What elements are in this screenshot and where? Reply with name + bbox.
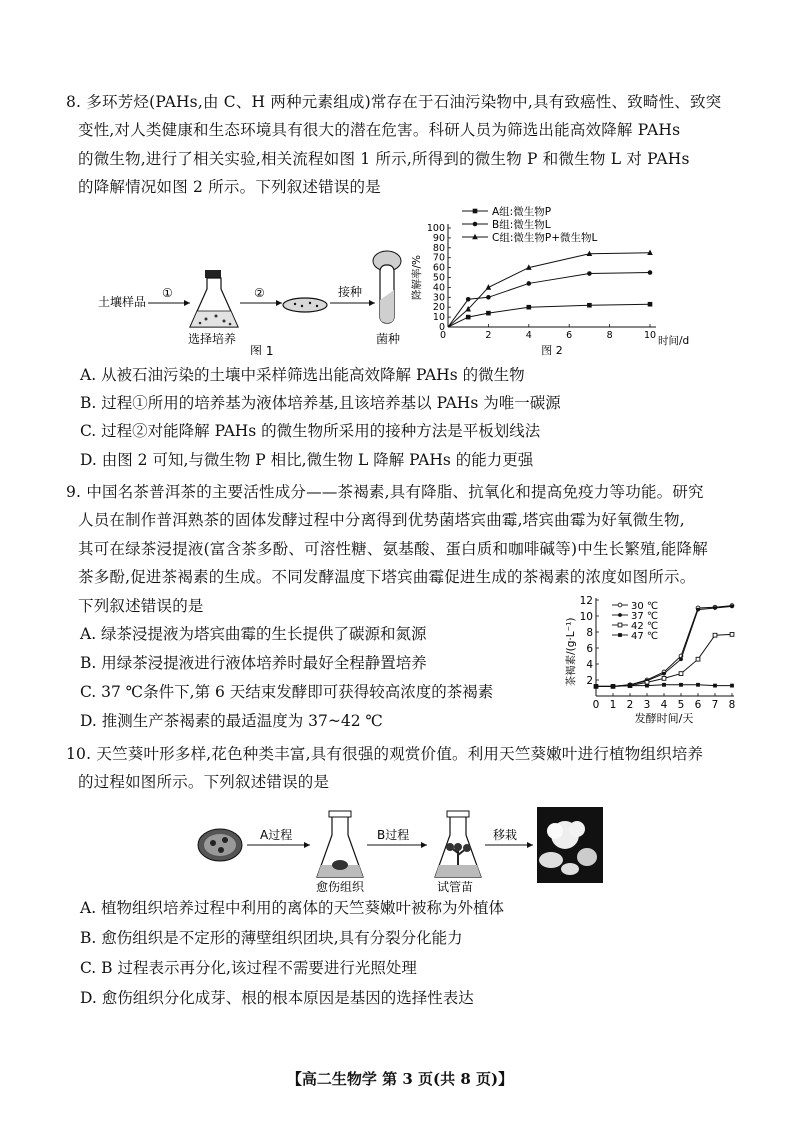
fig1-soil-label: 土壤样品 — [98, 295, 147, 309]
series-line — [448, 273, 650, 327]
chart-caption: 图 2 — [541, 344, 563, 357]
y-tick-label: 4 — [586, 659, 593, 671]
callus-label: 愈伤组织 — [316, 880, 365, 894]
data-point — [618, 633, 622, 637]
x-tick-label: 7 — [711, 699, 719, 711]
data-point — [628, 684, 632, 688]
data-point — [662, 683, 666, 687]
data-point — [466, 297, 471, 302]
data-point — [527, 305, 532, 310]
data-point — [618, 623, 622, 627]
y-tick-label: 100 — [426, 223, 445, 234]
fig1-inoculate-label: 接种 — [338, 285, 363, 299]
y-axis-label: 茶褐素/(g·L⁻¹) — [565, 617, 577, 687]
data-point — [730, 684, 734, 688]
callus-flask-icon — [317, 811, 363, 877]
legend-label: 47 ℃ — [631, 631, 659, 642]
data-point — [618, 603, 622, 607]
q8-line: 的微生物,进行了相关实验,相关流程如图 1 所示,所得到的微生物 P 和微生物 L 对 PAHs — [78, 149, 690, 168]
x-tick-label: 10 — [643, 330, 657, 341]
q8-line: 8. 多环芳烃(PAHs,由 C、H 两种元素组成)常存在于石油污染物中,具有致癌性、致畸性、致突 — [66, 93, 722, 111]
q9-option-c: C. 37 ℃条件下,第 6 天结束发酵即可获得较高浓度的茶褐素 — [80, 683, 494, 701]
tea-brown-chart — [556, 588, 756, 738]
y-tick-label: 20 — [432, 302, 445, 314]
tissue-culture-figure — [195, 805, 615, 895]
data-point — [618, 613, 622, 617]
x-tick-label: 4 — [660, 699, 668, 711]
y-tick-label: 50 — [432, 272, 445, 284]
fig1-strain-label: 菌种 — [376, 332, 401, 346]
x-axis-label: 时间/d — [658, 335, 690, 347]
fig1-caption: 图 1 — [250, 344, 274, 355]
y-tick-label: 10 — [432, 312, 445, 324]
q8-line: 变性,对人类健康和生态环境具有很大的潜在危害。科研人员为筛选出能高效降解 PAHs — [78, 121, 681, 140]
data-point — [645, 684, 649, 688]
data-point — [730, 605, 734, 609]
y-tick-label: 2 — [586, 675, 593, 687]
y-tick-label: 6 — [586, 643, 593, 655]
y-tick-label: 30 — [432, 292, 445, 304]
q10-option-c: C. B 过程表示再分化,该过程不需要进行光照处理 — [80, 959, 417, 977]
q9-option-d: D. 推测生产茶褐素的最适温度为 37~42 ℃ — [80, 712, 383, 730]
data-point — [696, 683, 700, 687]
y-tick-label: 8 — [586, 627, 593, 639]
q10-line: 10. 天竺葵叶形多样,花色种类丰富,具有很强的观赏价值。利用天竺葵嫩叶进行植物组织培养 — [66, 745, 704, 763]
x-tick-label: 2 — [485, 330, 492, 341]
q9-line: 下列叙述错误的是 — [78, 596, 204, 615]
seedling-flask-icon — [435, 811, 481, 877]
origin-label: 0 — [439, 330, 446, 341]
page-footer: 【高二生物学 第 3 页(共 8 页)】 — [286, 1070, 514, 1088]
data-point — [662, 672, 666, 676]
x-tick-label: 1 — [609, 699, 617, 711]
seedling-label: 试管苗 — [437, 880, 474, 894]
data-point — [696, 608, 700, 612]
data-point — [713, 684, 717, 688]
x-tick-label: 6 — [694, 699, 702, 711]
legend-label: 30 ℃ — [631, 601, 659, 612]
q9-line: 9. 中国名茶普洱茶的主要活性成分——茶褐素,具有降脂、抗氧化和提高免疫力等功能。研究 — [66, 483, 704, 501]
data-point — [486, 295, 491, 300]
fig1-step2-label: ② — [254, 286, 265, 300]
flask-icon — [190, 270, 238, 327]
x-tick-label: 8 — [606, 330, 613, 341]
test-tube-icon — [373, 251, 401, 323]
data-point — [713, 606, 717, 610]
data-point — [594, 685, 598, 689]
data-point — [611, 685, 615, 689]
q8-line: 的降解情况如图 2 所示。下列叙述错误的是 — [78, 178, 381, 197]
data-point — [473, 209, 478, 214]
legend-label: A组:微生物P — [492, 206, 552, 218]
y-axis-label: 降解率/% — [411, 254, 423, 301]
q8-stem — [66, 88, 746, 202]
x-tick-label: 4 — [525, 330, 532, 341]
data-point — [662, 677, 666, 681]
y-tick-label: 90 — [432, 232, 445, 244]
data-point — [466, 315, 471, 320]
x-tick-label: 2 — [626, 699, 634, 711]
data-point — [486, 311, 491, 316]
figure-2-chart — [410, 200, 710, 360]
y-tick-label: 80 — [432, 242, 445, 254]
process-a-label: A过程 — [260, 828, 293, 842]
data-point — [648, 302, 653, 307]
fig1-select-label: 选择培养 — [188, 332, 237, 346]
x-tick-label: 0 — [592, 699, 600, 711]
q8-option-a: A. 从被石油污染的土壤中采样筛选出能高效降解 PAHs 的微生物 — [80, 366, 525, 384]
data-point — [587, 303, 592, 308]
q9-option-b: B. 用绿茶浸提液进行液体培养时最好全程静置培养 — [80, 654, 427, 672]
data-point — [679, 672, 683, 676]
q10-stem — [66, 740, 746, 797]
q9-line: 人员在制作普洱熟茶的固体发酵过程中分离得到优势菌塔宾曲霉,塔宾曲霉为好氧微生物, — [78, 511, 685, 530]
petri-dish-icon — [283, 298, 327, 312]
x-tick-label: 6 — [566, 330, 573, 341]
data-point — [647, 249, 653, 255]
legend-label: C组:微生物P+微生物L — [492, 232, 598, 244]
data-point — [713, 633, 717, 637]
q10-option-d: D. 愈伤组织分化成芽、根的根本原因是基因的选择性表达 — [80, 989, 474, 1007]
data-point — [527, 281, 532, 286]
legend-label: 37 ℃ — [631, 611, 659, 622]
data-point — [648, 270, 653, 275]
q8-option-b: B. 过程①所用的培养基为液体培养基,且该培养基以 PAHs 为唯一碳源 — [80, 394, 561, 412]
leaf-dish-icon — [198, 829, 242, 861]
q8-option-c: C. 过程②对能降解 PAHs 的微生物所采用的接种方法是平板划线法 — [80, 422, 541, 440]
y-tick-label: 70 — [432, 252, 445, 264]
transplant-label: 移栽 — [493, 828, 518, 842]
y-tick-label: 10 — [579, 611, 593, 623]
data-point — [679, 657, 683, 661]
process-b-label: B过程 — [377, 828, 410, 842]
data-point — [730, 633, 734, 637]
y-tick-label: 0 — [438, 322, 445, 333]
legend-label: B组:微生物L — [492, 219, 551, 231]
x-axis-label: 发酵时间/天 — [634, 712, 694, 725]
data-point — [587, 271, 592, 276]
data-point — [696, 657, 700, 661]
y-tick-label: 60 — [432, 262, 445, 274]
q10-option-a: A. 植物组织培养过程中利用的离体的天竺葵嫩叶被称为外植体 — [80, 899, 505, 917]
legend-label: 42 ℃ — [631, 621, 659, 632]
series-line — [448, 253, 650, 327]
q10-line: 的过程如图所示。下列叙述错误的是 — [78, 773, 330, 792]
x-tick-label: 5 — [677, 699, 685, 711]
x-tick-label: 3 — [643, 699, 651, 711]
q9-line: 茶多酚,促进茶褐素的生成。不同发酵温度下塔宾曲霉促进生成的茶褐素的浓度如图所示。 — [78, 568, 696, 587]
y-tick-label: 12 — [579, 595, 593, 607]
data-point — [679, 683, 683, 687]
q9-option-a: A. 绿茶浸提液为塔宾曲霉的生长提供了碳源和氮源 — [80, 625, 427, 643]
fig1-step1-label: ① — [162, 286, 173, 300]
q10-option-b: B. 愈伤组织是不定形的薄壁组织团块,具有分裂分化能力 — [80, 929, 463, 947]
x-tick-label: 8 — [728, 699, 736, 711]
y-tick-label: 40 — [432, 282, 445, 294]
series-line — [448, 304, 650, 327]
potted-plant-photo — [537, 807, 603, 883]
q8-option-d: D. 由图 2 可知,与微生物 P 相比,微生物 L 降解 PAHs 的能力更强 — [80, 451, 534, 469]
q9-line: 其可在绿茶浸提液(富含茶多酚、可溶性糖、氨基酸、蛋白质和咖啡碱等)中生长繁殖,能降解 — [78, 539, 708, 558]
figure-1 — [90, 245, 420, 355]
data-point — [473, 222, 478, 227]
